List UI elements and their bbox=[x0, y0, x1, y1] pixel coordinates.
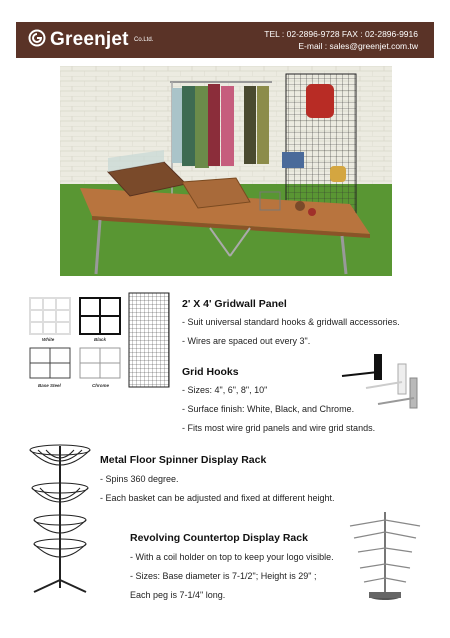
contact-email: E-mail : sales@greenjet.com.tw bbox=[298, 41, 418, 51]
swatch-white bbox=[30, 298, 70, 334]
countertop-bullet-1: - With a coil holder on top to keep your logo visible. bbox=[130, 552, 334, 562]
gridwall-bullet-1: - Suit universal standard hooks & gridwall accessories. bbox=[182, 317, 400, 327]
countertop-rack-image bbox=[344, 508, 426, 606]
hooks-bullet-2: - Surface finish: White, Black, and Chrome. bbox=[182, 404, 355, 414]
countertop-bullet-2: - Sizes: Base diameter is 7-1/2"; Height is 29" ; bbox=[130, 571, 317, 581]
swatch-black bbox=[80, 298, 120, 334]
contact-phone-fax: TEL : 02-2896-9728 FAX : 02-2896-9916 bbox=[264, 29, 418, 39]
countertop-title: Revolving Countertop Display Rack bbox=[130, 532, 308, 544]
hero-display-photo bbox=[60, 66, 392, 276]
swatch-label-chrome: Chrome bbox=[92, 383, 110, 388]
hooks-title: Grid Hooks bbox=[182, 366, 239, 378]
gridwall-title: 2' X 4' Gridwall Panel bbox=[182, 298, 287, 310]
gridwall-bullet-2: - Wires are spaced out every 3". bbox=[182, 336, 311, 346]
hooks-bullet-1: - Sizes: 4", 6", 8", 10" bbox=[182, 385, 268, 395]
floor-spinner-rack-image bbox=[26, 440, 94, 596]
brand-name: Greenjet bbox=[50, 29, 129, 50]
hooks-bullet-3: - Fits most wire grid panels and wire grid stands. bbox=[182, 423, 376, 433]
spinner-bullet-2: - Each basket can be adjusted and fixed at different height. bbox=[100, 493, 335, 503]
swatch-chrome bbox=[80, 348, 120, 378]
contact-info bbox=[264, 28, 418, 52]
brand-suffix: Co.Ltd. bbox=[134, 37, 154, 43]
grid-hooks-image bbox=[340, 350, 424, 416]
greenjet-logo-icon bbox=[28, 29, 46, 47]
countertop-bullet-3: Each peg is 7-1/4" long. bbox=[130, 590, 226, 600]
gridwall-panel-image bbox=[128, 292, 170, 388]
swatch-label-white: White bbox=[42, 337, 55, 342]
swatch-label-base-steel: Base Steel bbox=[38, 383, 61, 388]
spinner-bullet-1: - Spins 360 degree. bbox=[100, 474, 179, 484]
swatch-base-steel bbox=[30, 348, 70, 378]
spinner-title: Metal Floor Spinner Display Rack bbox=[100, 454, 267, 466]
header-banner bbox=[16, 22, 434, 58]
gridwall-finish-swatches bbox=[28, 296, 124, 388]
swatch-label-black: Black bbox=[94, 337, 107, 342]
